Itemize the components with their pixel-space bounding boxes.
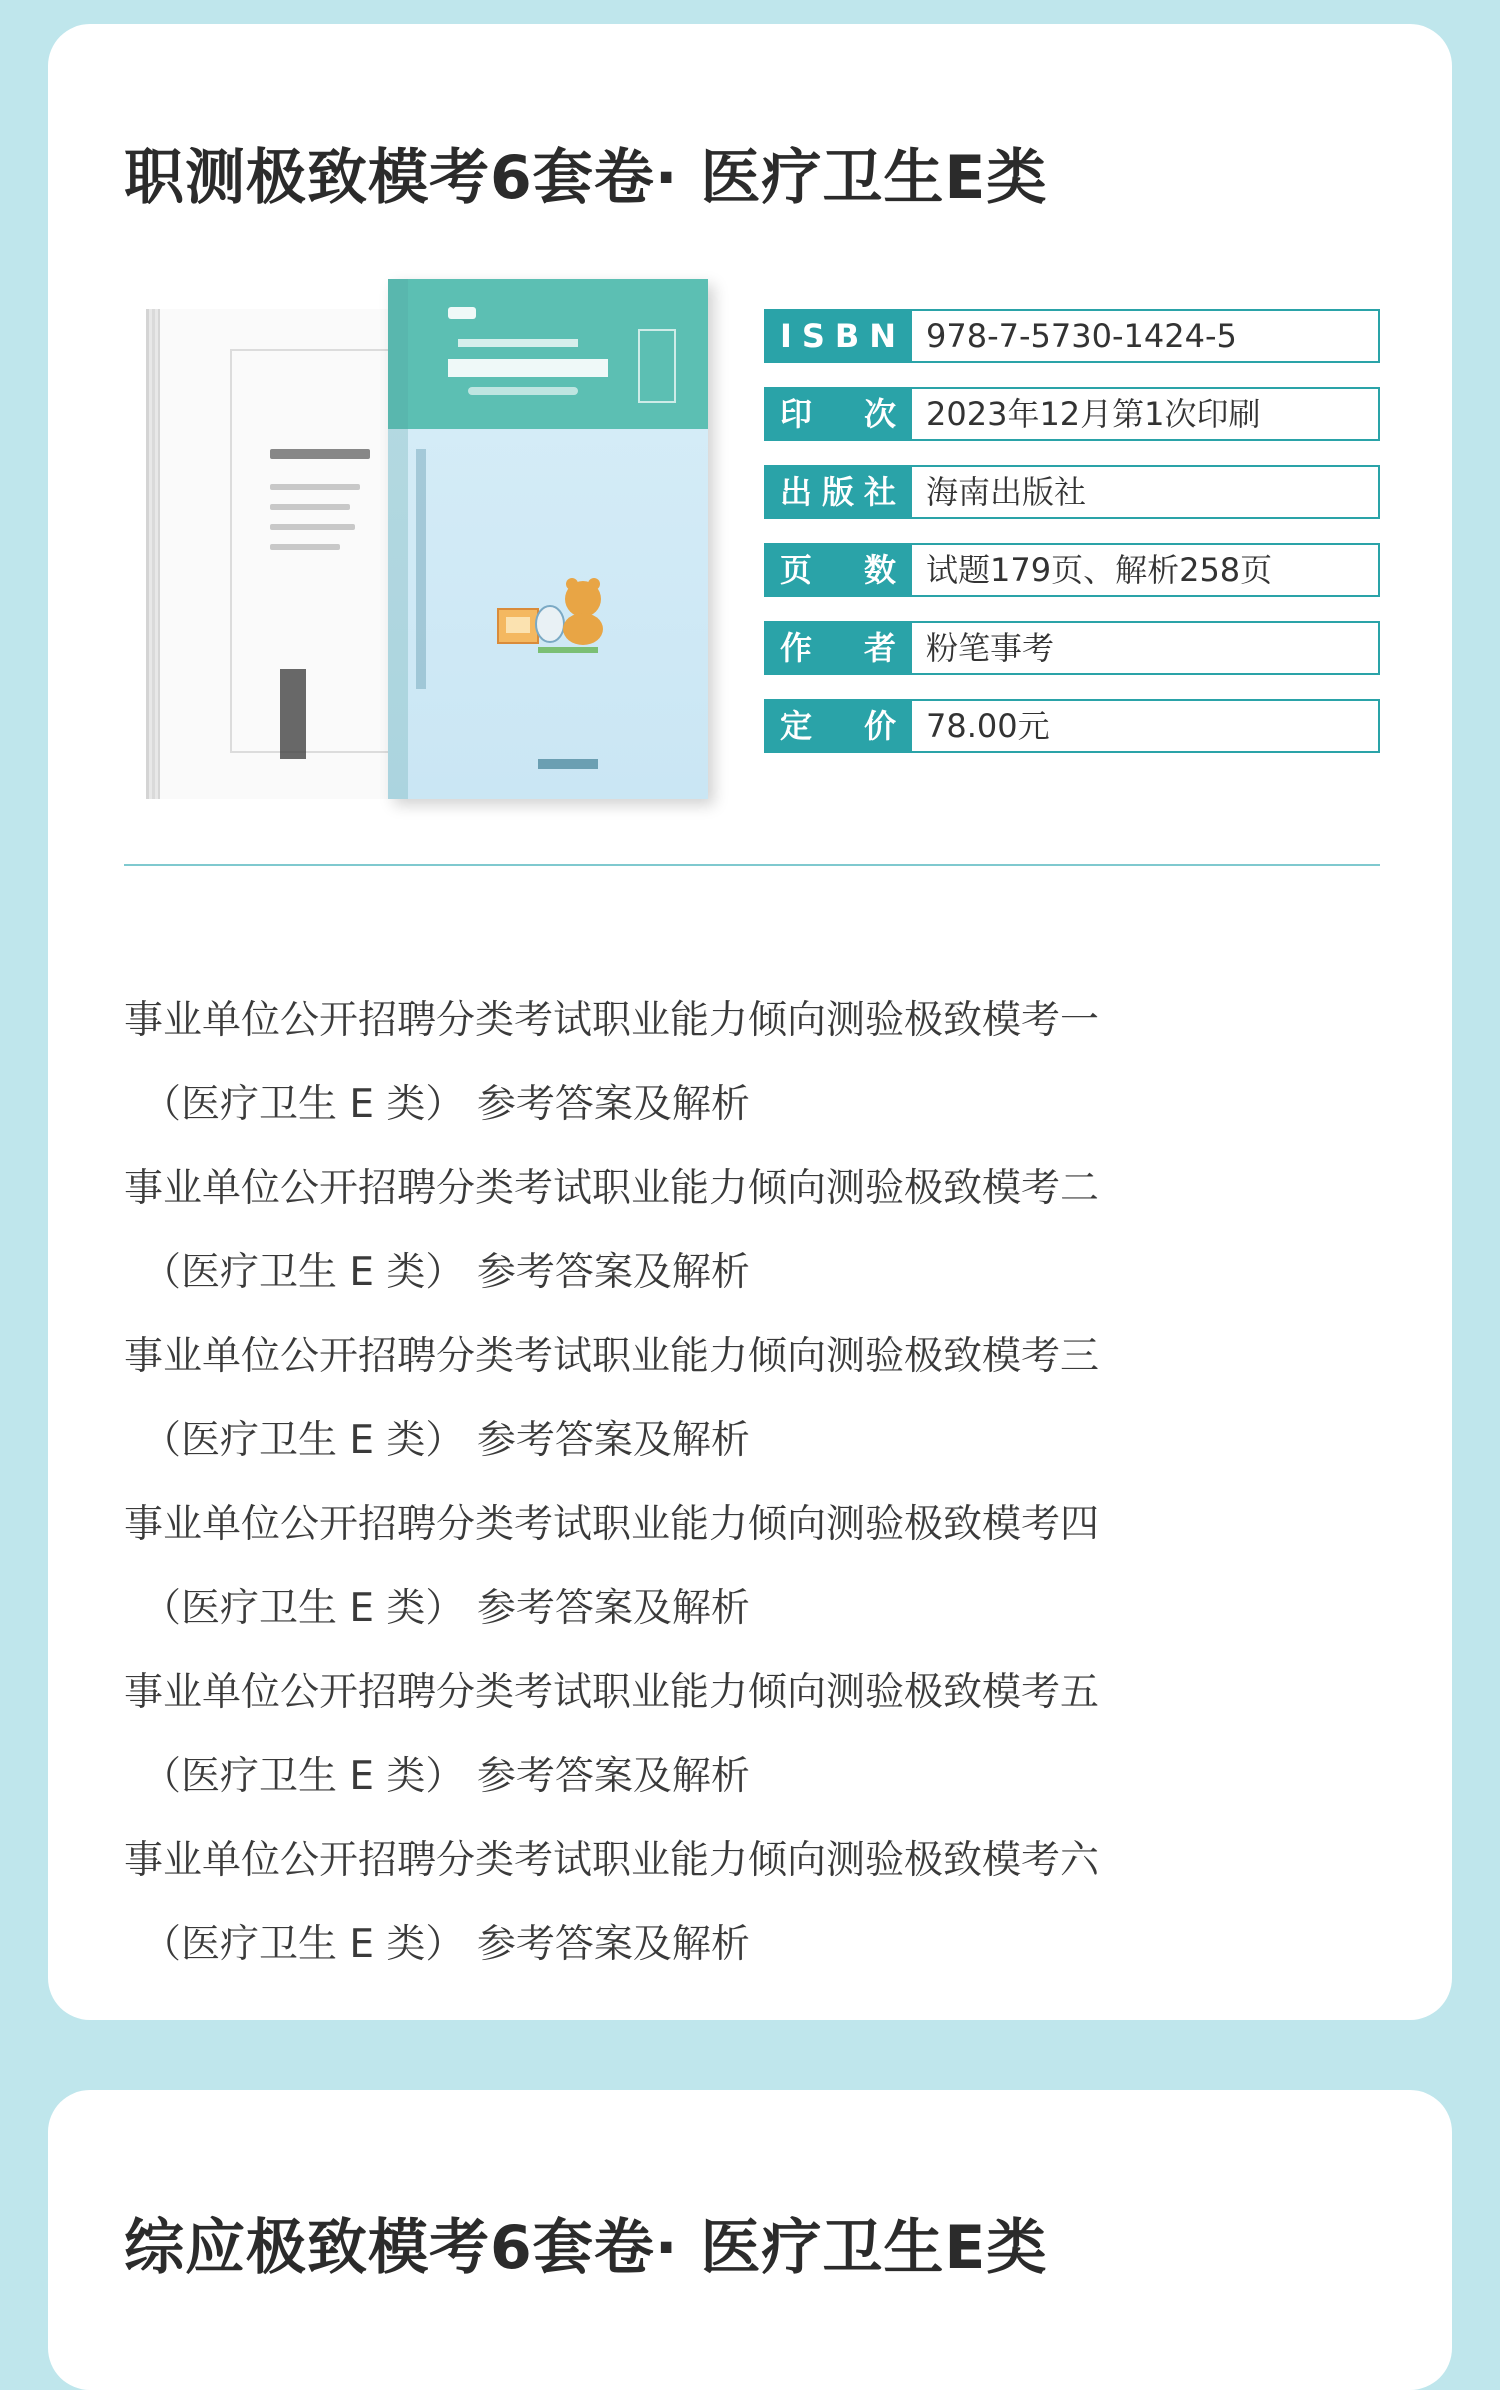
list-item-subtitle: （医疗卫生 E 类） 参考答案及解析: [142, 1754, 750, 1799]
info-value: 978-7-5730-1424-5: [912, 309, 1380, 363]
info-row-author: [764, 621, 1380, 675]
list-item-title: 事业单位公开招聘分类考试职业能力倾向测验极致模考四: [124, 1502, 1100, 1547]
list-item: [124, 1147, 1324, 1315]
info-value: 试题179页、解析258页: [912, 543, 1380, 597]
list-item-subtitle: （医疗卫生 E 类） 参考答案及解析: [142, 1586, 750, 1631]
list-item-subtitle: （医疗卫生 E 类） 参考答案及解析: [142, 1082, 750, 1127]
list-item: [124, 1483, 1324, 1651]
list-item-title: 事业单位公开招聘分类考试职业能力倾向测验极致模考五: [124, 1670, 1100, 1715]
list-item-subtitle: （医疗卫生 E 类） 参考答案及解析: [142, 1922, 750, 1967]
list-item-subtitle: （医疗卫生 E 类） 参考答案及解析: [142, 1250, 750, 1295]
book-cover-image: [158, 279, 718, 809]
list-item-title: 事业单位公开招聘分类考试职业能力倾向测验极致模考二: [124, 1166, 1100, 1211]
info-value: 粉笔事考: [912, 621, 1380, 675]
list-item: [124, 979, 1324, 1147]
product-card-2: [48, 2090, 1452, 2390]
list-item-title: 事业单位公开招聘分类考试职业能力倾向测验极致模考一: [124, 998, 1100, 1043]
book-pages: [158, 309, 410, 799]
info-row-publisher: [764, 465, 1380, 519]
info-row-pages: [764, 543, 1380, 597]
info-label: 作 者: [764, 621, 912, 675]
info-row-print: [764, 387, 1380, 441]
list-item: [124, 1315, 1324, 1483]
list-item-subtitle: （医疗卫生 E 类） 参考答案及解析: [142, 1418, 750, 1463]
book-info-table: [764, 309, 1380, 777]
table-of-contents: [124, 979, 1324, 1987]
info-label: 页 数: [764, 543, 912, 597]
list-item-title: 事业单位公开招聘分类考试职业能力倾向测验极致模考六: [124, 1838, 1100, 1883]
publisher-logo: [538, 759, 598, 769]
card-title: 职测极致模考6套卷· 医疗卫生E类: [124, 143, 1048, 213]
info-value: 78.00元: [912, 699, 1380, 753]
list-item-title: 事业单位公开招聘分类考试职业能力倾向测验极致模考三: [124, 1334, 1100, 1379]
info-label: 印 次: [764, 387, 912, 441]
info-row-isbn: [764, 309, 1380, 363]
list-item: [124, 1651, 1324, 1819]
info-row-price: [764, 699, 1380, 753]
cartoon-illustration-icon: [488, 569, 608, 659]
card-title: 综应极致模考6套卷· 医疗卫生E类: [124, 2213, 1048, 2283]
info-label: I S B N: [764, 309, 912, 363]
info-value: 2023年12月第1次印刷: [912, 387, 1380, 441]
section-divider: [124, 864, 1380, 866]
book-front-cover: [388, 279, 708, 799]
list-item: [124, 1819, 1324, 1987]
info-value: 海南出版社: [912, 465, 1380, 519]
product-card-1: [48, 24, 1452, 2020]
info-label: 定 价: [764, 699, 912, 753]
info-label: 出 版 社: [764, 465, 912, 519]
